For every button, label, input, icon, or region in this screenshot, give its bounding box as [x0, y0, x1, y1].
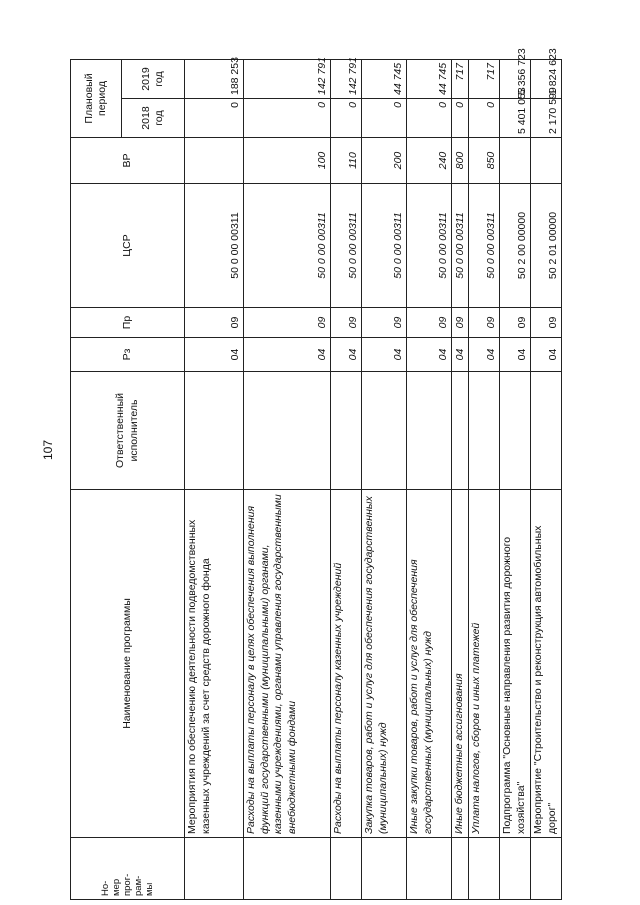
header-executor: Ответственный исполнитель	[71, 372, 185, 490]
row-name: Расходы на выплаты персоналу в целях обеспечения выполнения функций государственными (муниципальными) органами, казенными учреждениями, органами управления государственными внебюджетными фондами	[244, 490, 331, 838]
row-value-2018: 5 401 053	[500, 99, 531, 138]
row-vr	[185, 138, 244, 184]
row-rz: 04	[452, 338, 469, 372]
row-rz: 04	[185, 338, 244, 372]
header-program-name: Наименование программы	[71, 490, 185, 838]
header-vr: ВР	[71, 138, 185, 184]
row-vr: 240	[407, 138, 452, 184]
row-pr: 09	[407, 308, 452, 338]
row-vr: 110	[331, 138, 362, 184]
table-row	[500, 60, 531, 900]
table-row	[531, 60, 562, 900]
row-rz: 04	[531, 338, 562, 372]
row-pr: 09	[185, 308, 244, 338]
row-rz: 04	[362, 338, 407, 372]
row-name: Расходы на выплаты персоналу казенных учреждений	[331, 490, 362, 838]
header-year-2019: 2019 год	[122, 60, 185, 99]
table-row	[185, 60, 244, 900]
row-pr: 09	[500, 308, 531, 338]
table-row	[407, 60, 452, 900]
row-value-2018: 2 170 599	[531, 99, 562, 138]
row-value-2019: 717	[469, 60, 500, 99]
row-vr	[500, 138, 531, 184]
table-row	[452, 60, 469, 900]
row-value-2019: 5 356 723	[500, 60, 531, 99]
row-value-2019: 142 791	[244, 60, 331, 99]
rotated-budget-table	[70, 48, 580, 900]
table-row	[244, 60, 331, 900]
row-value-2019: 1 824 623	[531, 60, 562, 99]
budget-table	[70, 48, 562, 900]
header-pr: Пр	[71, 308, 185, 338]
row-csr: 50 0 00 00311	[244, 184, 331, 308]
row-csr: 50 0 00 00311	[452, 184, 469, 308]
page-number: 107	[41, 439, 55, 461]
header-number: Но- мер прог- рам- мы	[71, 838, 185, 900]
row-vr: 100	[244, 138, 331, 184]
row-value-2019: 44 745	[362, 60, 407, 99]
row-rz: 04	[407, 338, 452, 372]
row-pr: 09	[244, 308, 331, 338]
row-value-2018: 0	[244, 99, 331, 138]
row-vr: 200	[362, 138, 407, 184]
row-pr: 09	[362, 308, 407, 338]
row-csr: 50 0 00 00311	[185, 184, 244, 308]
row-value-2018: 0	[469, 99, 500, 138]
row-csr: 50 2 01 00000	[531, 184, 562, 308]
row-name: Мероприятия по обеспечению деятельности подведомственных казенных учреждений за счет средств дорожного фонда	[185, 490, 244, 838]
row-value-2019: 717	[452, 60, 469, 99]
row-name: Закупка товаров, работ и услуг для обеспечения государственных (муниципальных) нужд	[362, 490, 407, 838]
row-csr: 50 0 00 00311	[407, 184, 452, 308]
row-csr: 50 0 00 00311	[362, 184, 407, 308]
row-csr: 50 0 00 00311	[331, 184, 362, 308]
row-rz: 04	[331, 338, 362, 372]
header-year-2018: 2018 год	[122, 99, 185, 138]
row-value-2018: 0	[362, 99, 407, 138]
row-value-2018: 0	[407, 99, 452, 138]
row-vr: 800	[452, 138, 469, 184]
row-pr: 09	[469, 308, 500, 338]
row-name: Подпрограмма "Основные направления развития дорожного хозяйства"	[500, 490, 531, 838]
row-rz: 04	[500, 338, 531, 372]
row-csr: 50 2 00 00000	[500, 184, 531, 308]
row-value-2018: 0	[331, 99, 362, 138]
row-pr: 09	[531, 308, 562, 338]
row-value-2019: 44 745	[407, 60, 452, 99]
header-csr: ЦСР	[71, 184, 185, 308]
row-value-2018: 0	[452, 99, 469, 138]
row-value-2019: 188 253	[185, 60, 244, 99]
row-name: Мероприятие "Строительство и реконструкция автомобильных дорог"	[531, 490, 562, 838]
row-name: Уплата налогов, сборов и иных платежей	[469, 490, 500, 838]
row-rz: 04	[244, 338, 331, 372]
row-name: Иные бюджетные ассигнования	[452, 490, 469, 838]
row-rz: 04	[469, 338, 500, 372]
header-planning-period: Плановый период	[71, 60, 122, 138]
row-pr: 09	[452, 308, 469, 338]
table-row	[469, 60, 500, 900]
row-name: Иные закупки товаров, работ и услуг для обеспечения государственных (муниципальных) нужд	[407, 490, 452, 838]
header-rz: Рз	[71, 338, 185, 372]
row-vr	[531, 138, 562, 184]
row-value-2018: 0	[185, 99, 244, 138]
table-row	[331, 60, 362, 900]
table-row	[362, 60, 407, 900]
row-value-2019: 142 791	[331, 60, 362, 99]
row-pr: 09	[331, 308, 362, 338]
row-vr: 850	[469, 138, 500, 184]
row-csr: 50 0 00 00311	[469, 184, 500, 308]
